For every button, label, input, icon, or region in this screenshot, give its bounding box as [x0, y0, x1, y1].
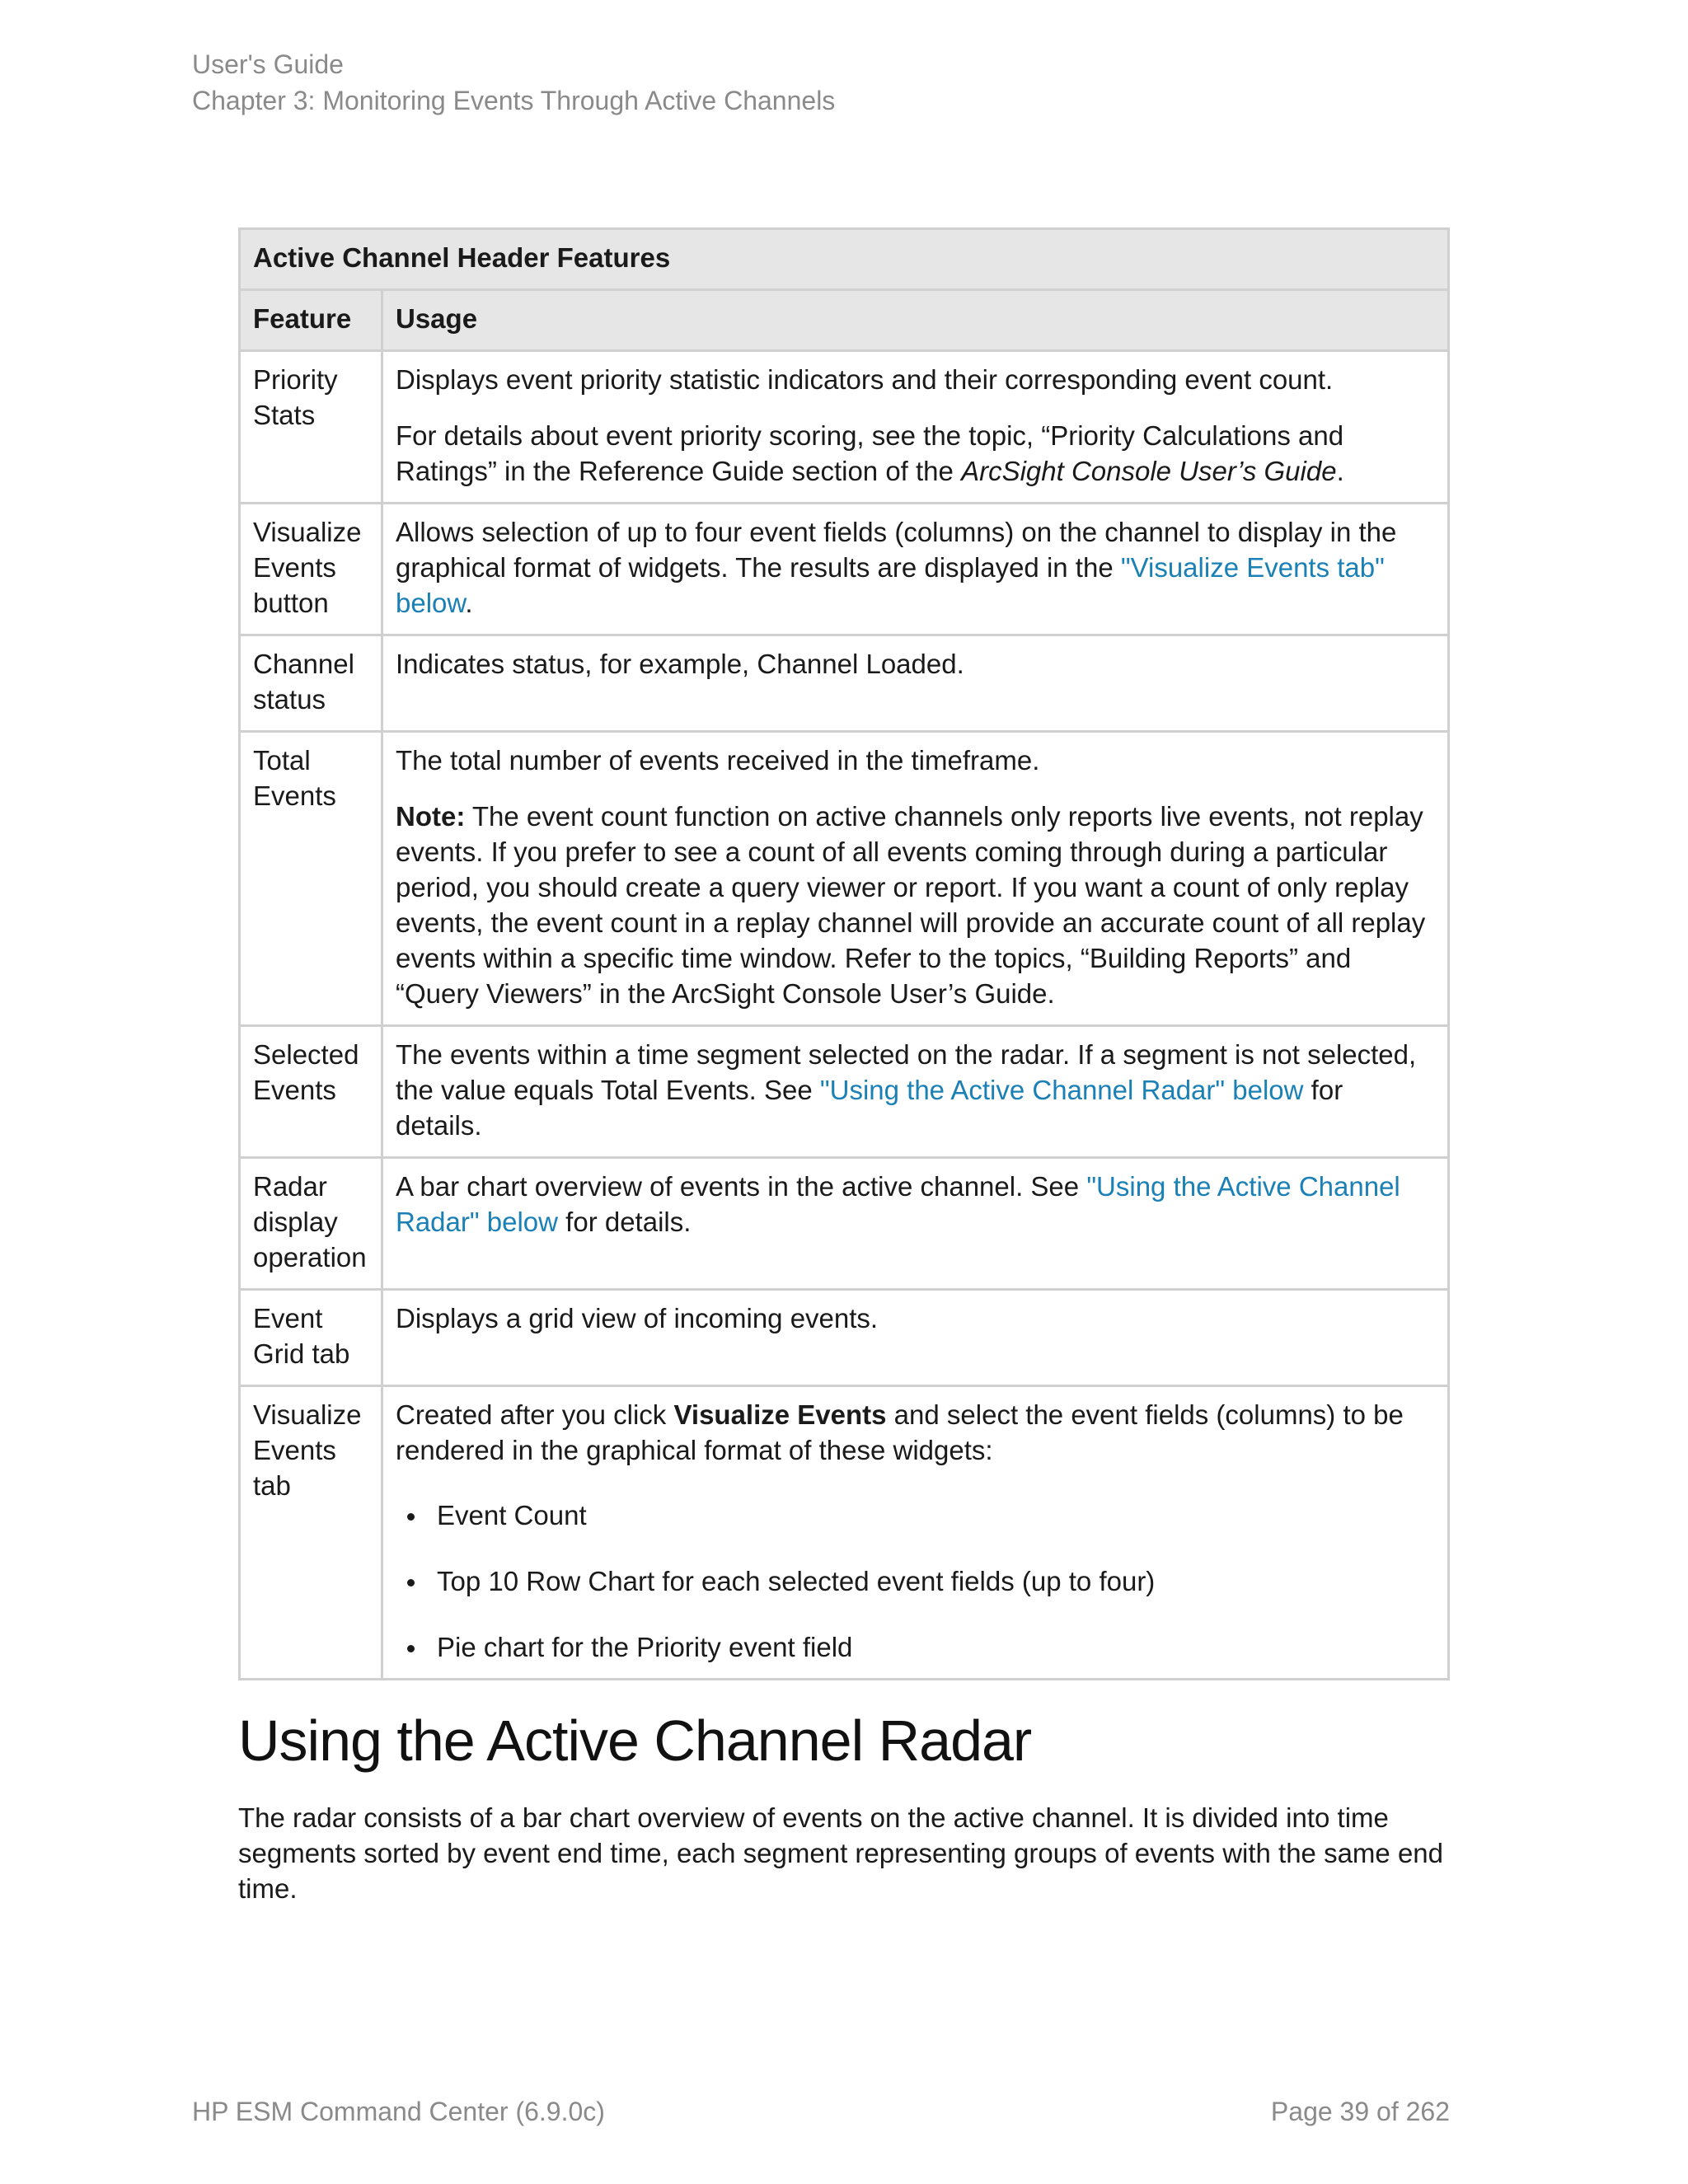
page-number: Page 39 of 262 — [1270, 2097, 1450, 2126]
usage-text-part: A bar chart overview of events in the active channel. See — [396, 1171, 1087, 1202]
table-row — [240, 1386, 1449, 1680]
usage-cell — [382, 1158, 1449, 1290]
usage-text-part: for details. — [396, 1075, 1343, 1141]
usage-text — [396, 1037, 1436, 1143]
feature-cell: Total Events — [240, 732, 382, 1026]
guide-title: User's Guide — [192, 49, 344, 79]
table-caption-row — [240, 229, 1449, 290]
feature-cell: Selected Events — [240, 1026, 382, 1158]
column-header-usage: Usage — [382, 290, 1449, 351]
usage-text-part: . — [1336, 456, 1344, 486]
ui-element-name: Visualize Events — [673, 1399, 887, 1430]
usage-text: The total number of events received in the timeframe. — [396, 745, 1040, 776]
guide-name: ArcSight Console User’s Guide — [961, 456, 1337, 486]
usage-cell — [382, 1386, 1449, 1680]
note-text — [396, 799, 1436, 1011]
table-row — [240, 504, 1449, 635]
list-item: Top 10 Row Chart for each selected event fields (up to four) — [396, 1563, 1436, 1599]
usage-text-part: For details about event priority scoring, see the topic, “Priority Calculations and Ratings” in the Reference Guide section of the — [396, 420, 1344, 486]
chapter-title: Chapter 3: Monitoring Events Through Active Channels — [192, 86, 836, 115]
note-body: The event count function on active channels only reports live events, not replay events. If you prefer to see a count of all events coming through during a particular period, you should create a query viewer or report. If you want a count of only replay events, the event count in a replay channel will provide an accurate count of all replay events within a specific time window. Refer to the topics, “Building Reports” and “Query Viewers” in the ArcSight Console User’s Guide. — [396, 801, 1426, 1009]
active-channel-radar-link[interactable]: "Using the Active Channel Radar" below — [819, 1075, 1304, 1105]
page-header — [192, 46, 835, 119]
usage-cell — [382, 635, 1449, 732]
usage-text-part: The events within a time segment selected on the radar. If a segment is not selected, the value equals Total Events. See — [396, 1039, 1417, 1105]
usage-text-part: for details. — [558, 1207, 692, 1237]
note-label: Note: — [396, 801, 466, 832]
usage-cell — [382, 1290, 1449, 1386]
active-channel-radar-link[interactable]: "Using the Active Channel Radar" below — [396, 1171, 1400, 1237]
usage-text-part: and select the event fields (columns) to be rendered in the graphical format of these widgets: — [396, 1399, 1404, 1465]
usage-text: Displays event priority statistic indicators and their corresponding event count. — [396, 364, 1334, 395]
usage-text-part: Created after you click — [396, 1399, 674, 1430]
usage-text: Indicates status, for example, Channel Loaded. — [396, 649, 964, 679]
usage-cell — [382, 1026, 1449, 1158]
usage-text-part: . — [465, 588, 473, 618]
feature-cell: Visualize Events tab — [240, 1386, 382, 1680]
table-row — [240, 1290, 1449, 1386]
page-footer — [192, 2093, 1450, 2130]
usage-text: Displays a grid view of incoming events. — [396, 1303, 879, 1333]
table-row — [240, 732, 1449, 1026]
feature-cell: Channel status — [240, 635, 382, 732]
usage-text-part: Allows selection of up to four event fields (columns) on the channel to display in the graphical format of widgets. The results are displayed in the — [396, 517, 1397, 583]
table-row — [240, 1158, 1449, 1290]
feature-cell: Radar display operation — [240, 1158, 382, 1290]
usage-text — [396, 514, 1436, 621]
section-heading: Using the Active Channel Radar — [238, 1708, 1032, 1773]
visualize-events-tab-link[interactable]: "Visualize Events tab" below — [396, 552, 1385, 618]
usage-cell — [382, 732, 1449, 1026]
table-caption: Active Channel Header Features — [240, 229, 1449, 290]
usage-text — [396, 418, 1436, 489]
list-item: Pie chart for the Priority event field — [396, 1629, 1436, 1665]
column-header-feature: Feature — [240, 290, 382, 351]
usage-text — [396, 1397, 1436, 1468]
table-row — [240, 635, 1449, 732]
usage-text — [396, 1169, 1436, 1240]
usage-cell — [382, 351, 1449, 504]
table-row — [240, 351, 1449, 504]
list-item: Event Count — [396, 1497, 1436, 1533]
feature-cell: Event Grid tab — [240, 1290, 382, 1386]
feature-cell: Priority Stats — [240, 351, 382, 504]
widget-list — [396, 1497, 1436, 1665]
table-row — [240, 1026, 1449, 1158]
usage-cell — [382, 504, 1449, 635]
features-table — [238, 227, 1450, 1680]
product-name: HP ESM Command Center (6.9.0c) — [192, 2097, 605, 2126]
feature-cell: Visualize Events button — [240, 504, 382, 635]
table-header-row — [240, 290, 1449, 351]
section-body: The radar consists of a bar chart overview of events on the active channel. It is divided into time segments sorted by event end time, each segment representing groups of events with the same end time. — [238, 1802, 1444, 1904]
